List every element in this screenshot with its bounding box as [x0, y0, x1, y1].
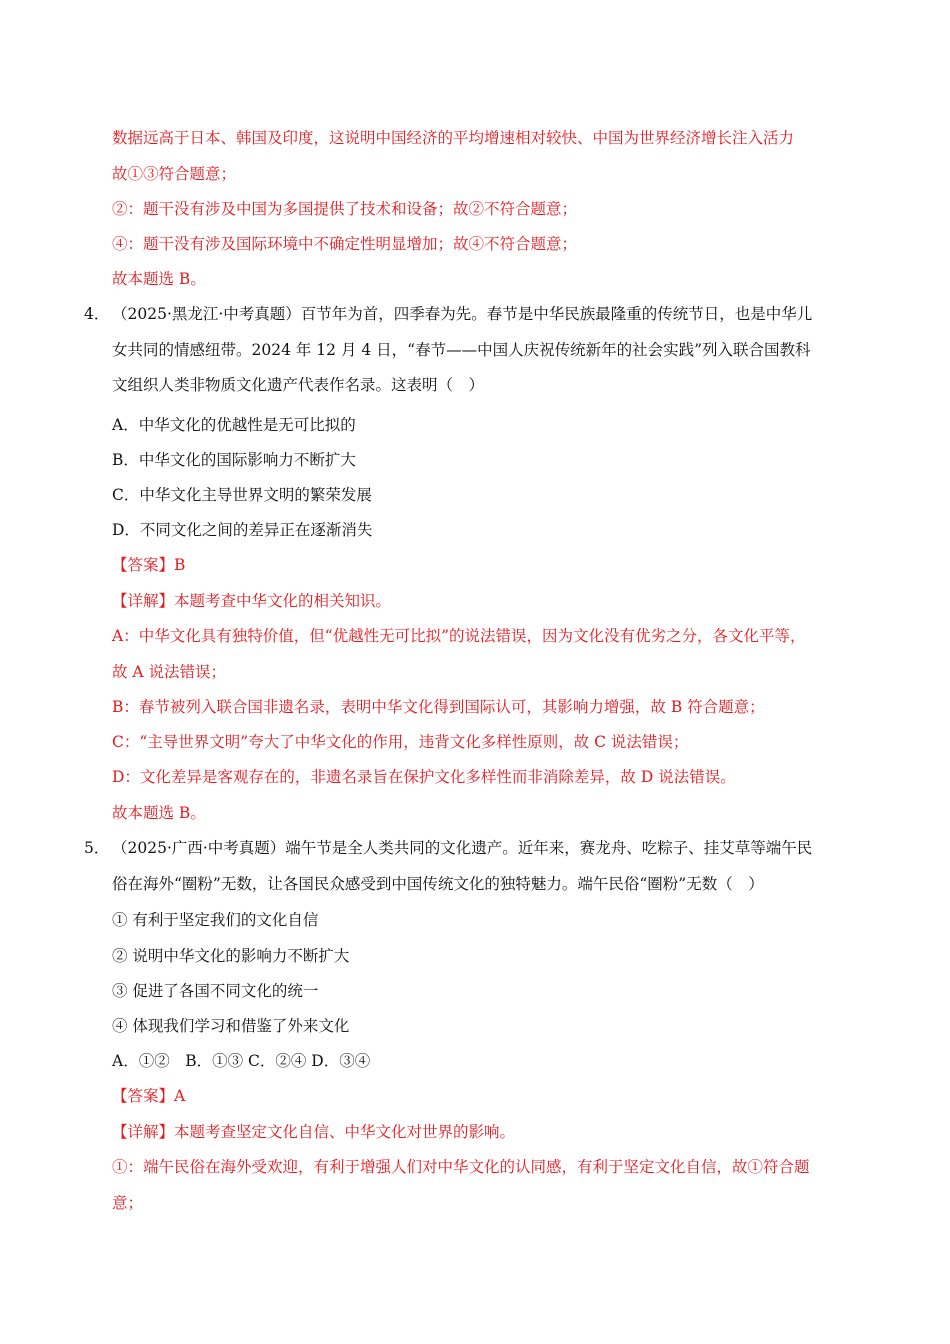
q3-explanation-option-4: ④：题干没有涉及国际环境中不确定性明显增加；故④不符合题意； — [112, 235, 578, 253]
q3-conclusion: 故本题选 B。 — [112, 270, 206, 288]
q5-number: 5． — [84, 839, 110, 857]
q4-conclusion: 故本题选 B。 — [112, 804, 206, 822]
q5-explanation-1-line-1: ①：端午民俗在海外受欢迎，有利于增强人们对中华文化的认同感，有利于坚定文化自信，故①符合题 — [112, 1158, 810, 1176]
q5-stem-line-2: 俗在海外“圈粉”无数，让各国民众感受到中国传统文化的独特魅力。端午民俗“圈粉”无数（ ） — [112, 875, 764, 893]
q4-answer: 【答案】B — [112, 556, 186, 574]
q5-item-3: ③ 促进了各国不同文化的统一 — [112, 982, 319, 1000]
q3-explanation-line-1: 数据远高于日本、韩国及印度，这说明中国经济的平均增速相对较快、中国为世界经济增长注入活力 — [112, 129, 795, 147]
q4-detail-heading: 【详解】本题考查中华文化的相关知识。 — [112, 592, 392, 610]
q5-explanation-1-line-2: 意； — [112, 1194, 144, 1212]
q4-explanation-c: C：“主导世界文明”夸大了中华文化的作用，违背文化多样性原则，故 C 说法错误； — [112, 733, 689, 751]
q4-option-b: B．中华文化的国际影响力不断扩大 — [112, 451, 356, 469]
q5-item-2: ② 说明中华文化的影响力不断扩大 — [112, 947, 350, 965]
q4-explanation-b: B：春节被列入联合国非遗名录，表明中华文化得到国际认可，其影响力增强，故 B 符合题意； — [112, 698, 765, 716]
q4-number: 4． — [84, 305, 110, 323]
q4-stem-line-3: 文组织人类非物质文化遗产代表作名录。这表明（ ） — [112, 376, 485, 394]
q5-options: A．①② B．①③ C．②④ D．③④ — [112, 1052, 371, 1070]
q4-explanation-d: D：文化差异是客观存在的，非遗名录旨在保护文化多样性而非消除差异，故 D 说法错误。 — [112, 768, 736, 786]
q5-stem-line-1: （2025·广西·中考真题）端午节是全人类共同的文化遗产。近年来，赛龙舟、吃粽子、挂艾草等端午民 — [112, 839, 813, 857]
q3-explanation-option-2: ②：题干没有涉及中国为多国提供了技术和设备；故②不符合题意； — [112, 200, 578, 218]
q4-option-d: D．不同文化之间的差异正在逐渐消失 — [112, 521, 373, 539]
q4-stem-line-2: 女共同的情感纽带。2024 年 12 月 4 日，“春节——中国人庆祝传统新年的社会实践”列入联合国教科 — [112, 341, 811, 359]
q5-detail-heading: 【详解】本题考查坚定文化自信、中华文化对世界的影响。 — [112, 1123, 516, 1141]
q5-item-1: ① 有利于坚定我们的文化自信 — [112, 911, 319, 929]
q3-explanation-line-2: 故①③符合题意； — [112, 165, 237, 183]
q4-option-a: A．中华文化的优越性是无可比拟的 — [112, 416, 356, 434]
q5-item-4: ④ 体现我们学习和借鉴了外来文化 — [112, 1017, 350, 1035]
q4-stem-line-1: （2025·黑龙江·中考真题）百节年为首，四季春为先。春节是中华民族最隆重的传统节日，也是中华儿 — [112, 305, 813, 323]
q4-explanation-a-line-2: 故 A 说法错误； — [112, 663, 227, 681]
q4-option-c: C．中华文化主导世界文明的繁荣发展 — [112, 486, 372, 504]
q4-explanation-a-line-1: A：中华文化具有独特价值，但“优越性无可比拟”的说法错误，因为文化没有优劣之分，各文化平等， — [112, 627, 806, 645]
q5-answer: 【答案】A — [112, 1087, 186, 1105]
